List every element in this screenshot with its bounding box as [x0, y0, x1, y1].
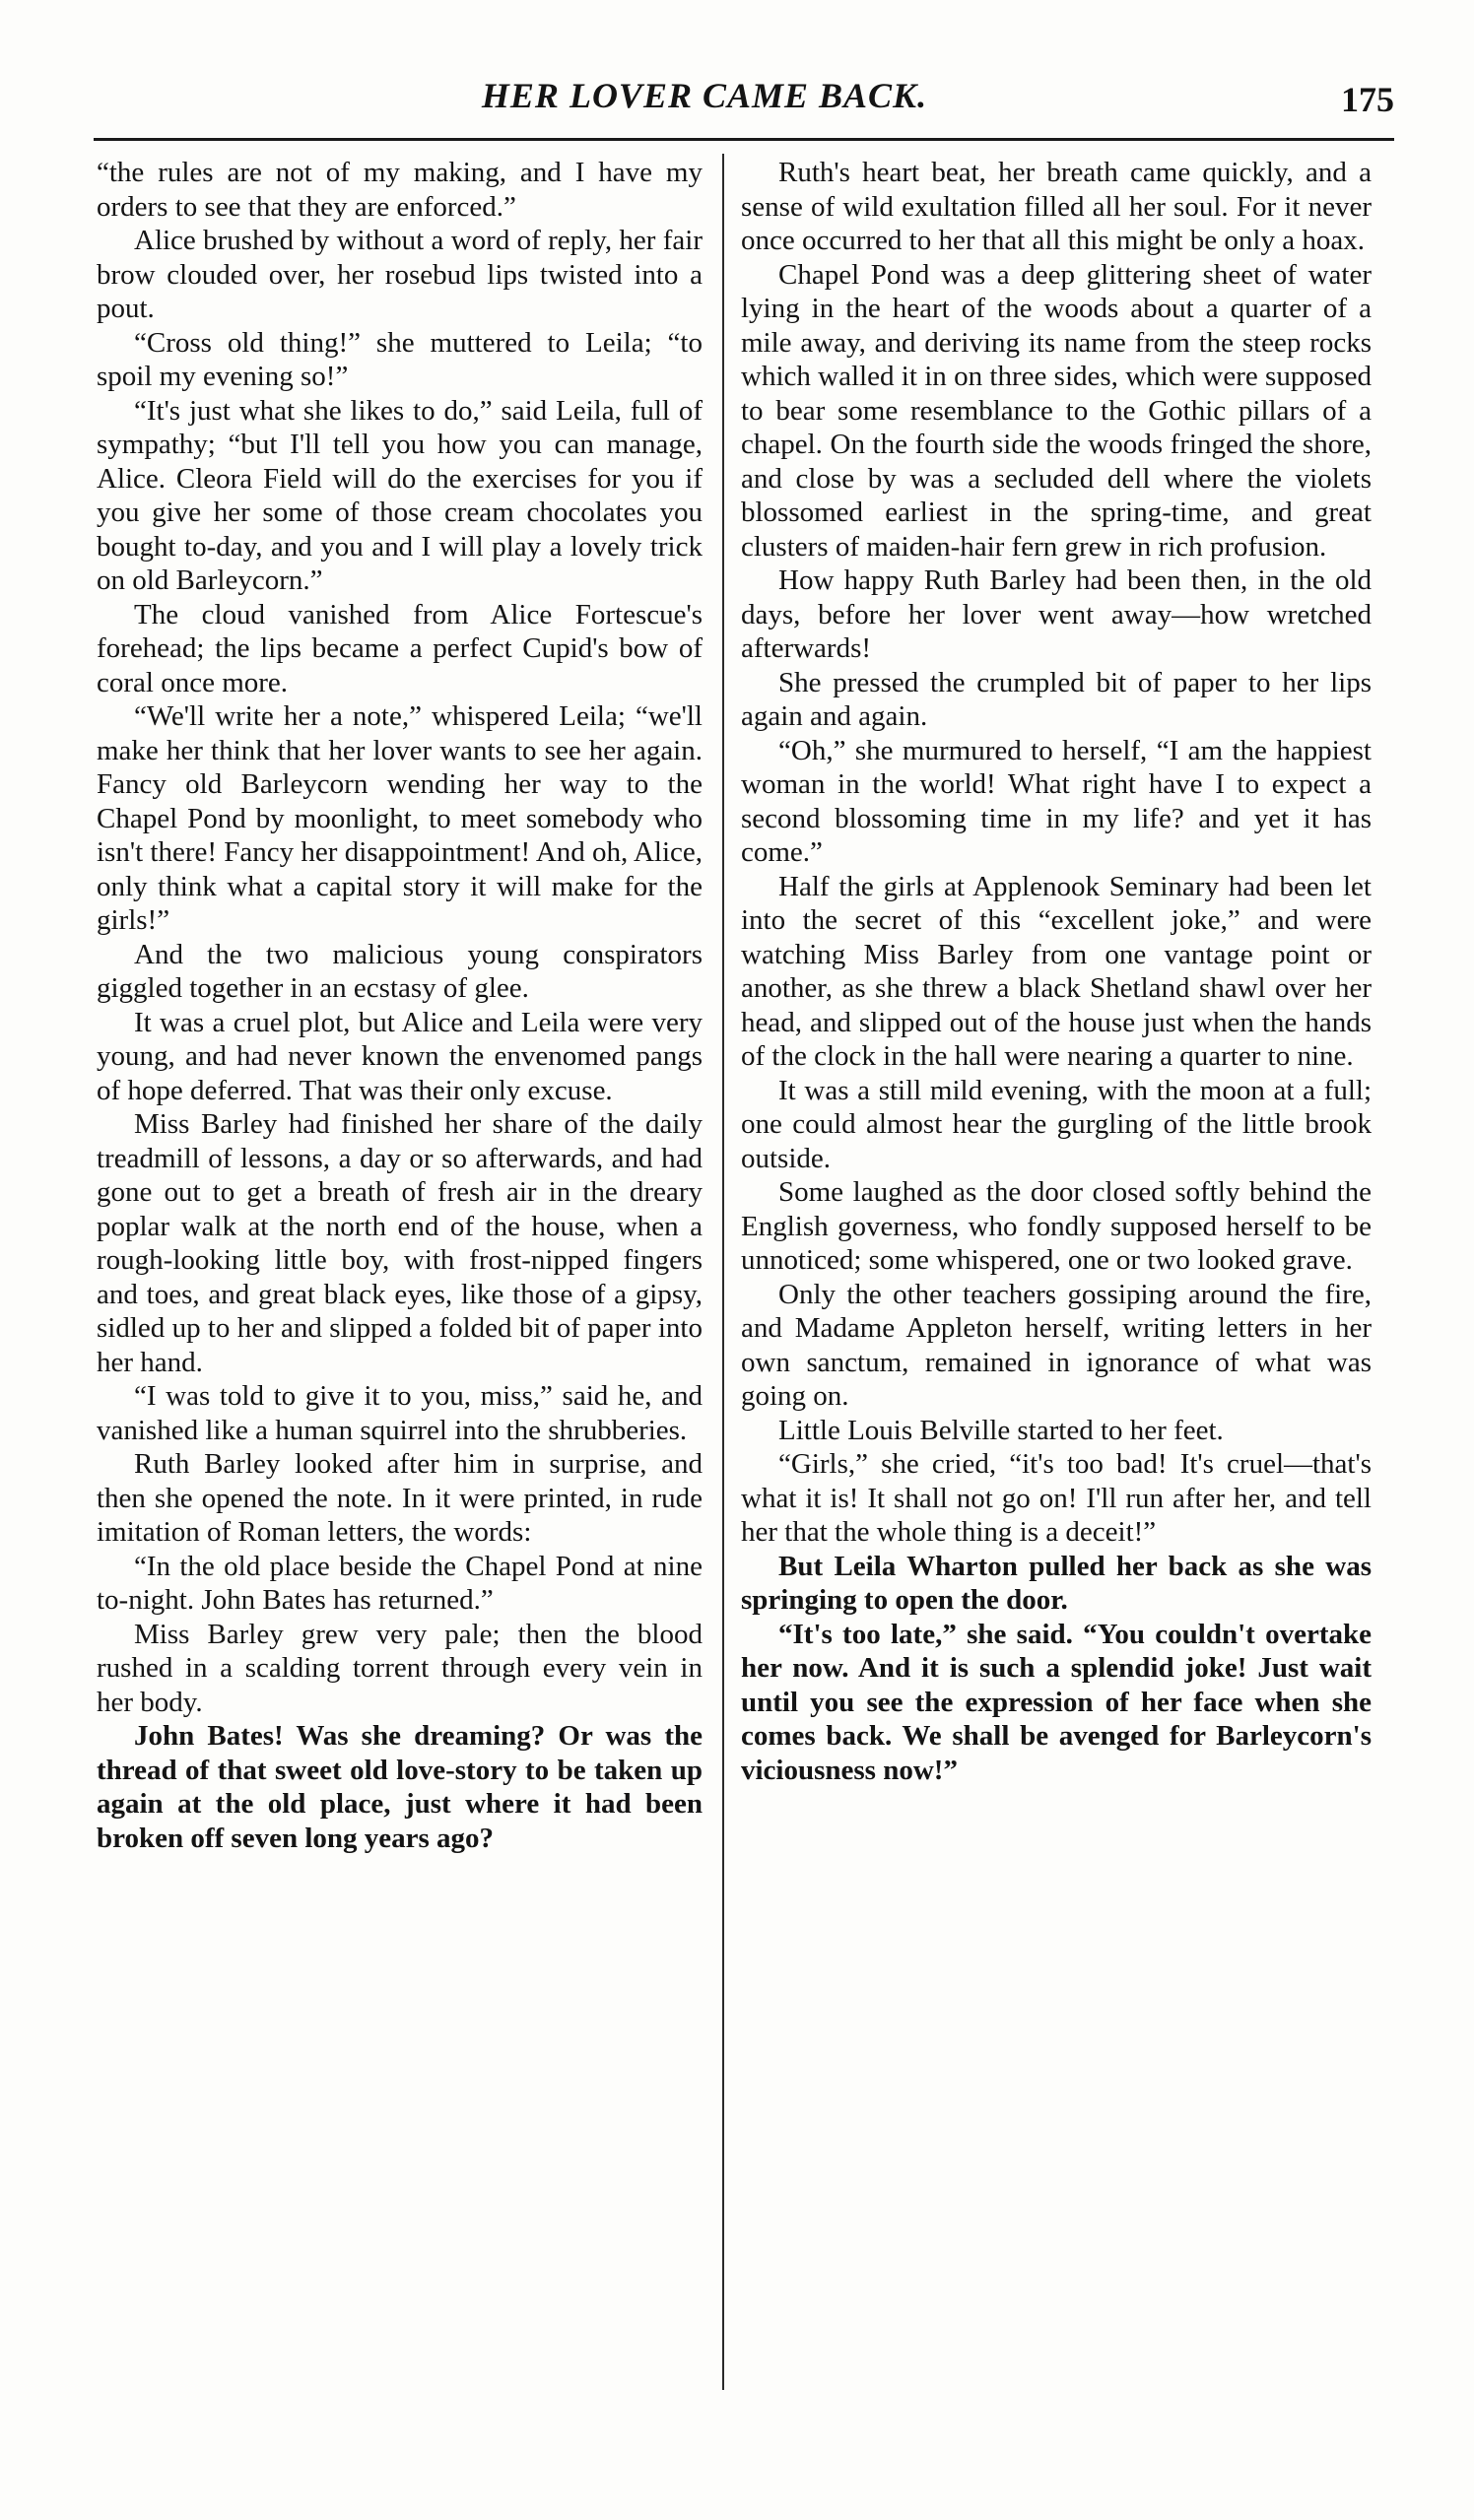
paragraph: The cloud vanished from Alice Fortescue's forehead; the lips became a perfect Cupid's bow of coral once more.: [97, 598, 703, 698]
header-rule: [94, 138, 1394, 141]
paragraph: Ruth Barley looked after him in surprise, and then she opened the note. In it were printed, in rude imitation of Roman letters, the words:: [97, 1448, 703, 1548]
paragraph: “Cross old thing!” she muttered to Leila; “to spoil my evening so!”: [97, 326, 703, 392]
paragraph: But Leila Wharton pulled her back as she was springing to open the door.: [741, 1550, 1372, 1616]
right-column: [741, 156, 1372, 1787]
paragraph: “It's just what she likes to do,” said Leila, full of sympathy; “but I'll tell you how you can manage, Alice. Cleora Field will do the exercises for you if you give her some of those cream chocolates you bought to-day, and you and I will play a lovely trick on old Barleycorn.”: [97, 394, 703, 596]
paragraph: Miss Barley grew very pale; then the blood rushed in a scalding torrent through every vein in her body.: [97, 1618, 703, 1718]
paragraph: Some laughed as the door closed softly behind the English governess, who fondly supposed herself to be unnoticed; some whispered, one or two looked grave.: [741, 1176, 1372, 1276]
paragraph: It was a still mild evening, with the moon at a full; one could almost hear the gurgling of the little brook outside.: [741, 1074, 1372, 1174]
running-title: HER LOVER CAME BACK.: [481, 76, 928, 115]
paragraph: Only the other teachers gossiping around the fire, and Madame Appleton herself, writing letters in her own sanctum, remained in ignorance of what was going on.: [741, 1278, 1372, 1412]
paragraph: How happy Ruth Barley had been then, in the old days, before her lover went away—how wretched afterwards!: [741, 564, 1372, 664]
paragraph: Little Louis Belville started to her feet.: [778, 1414, 1224, 1446]
paragraph: “Girls,” she cried, “it's too bad! It's cruel—that's what it is! It shall not go on! I'll run after her, and tell her that the whole thing is a deceit!”: [741, 1448, 1372, 1548]
page-number: 175: [1341, 80, 1394, 119]
paragraph: Half the girls at Applenook Seminary had been let into the secret of this “excellent joke,” and were watching Miss Barley from one vantage point or another, as she threw a black Shetland shawl over her head, and slipped out of the house just when the hands of the clock in the hall were nearing a quarter to nine.: [741, 870, 1372, 1072]
paragraph: “It's too late,” she said. “You couldn't overtake her now. And it is such a splendid joke! Just wait until you see the expression of her face when she comes back. We shall be avenged for Barleycorn's viciousness now!”: [741, 1618, 1372, 1786]
paragraph: It was a cruel plot, but Alice and Leila were very young, and had never known the envenomed pangs of hope deferred. That was their only excuse.: [97, 1006, 703, 1106]
paragraph: Alice brushed by without a word of reply, her fair brow clouded over, her rosebud lips twisted into a pout.: [97, 225, 703, 324]
paragraph: Miss Barley had finished her share of the daily treadmill of lessons, a day or so afterwards, and had gone out to get a breath of fresh air in the dreary poplar walk at the north end of the house, when a rough-looking little boy, with frost-nipped fingers and toes, and great black eyes, like those of a gipsy, sidled up to her and slipped a folded bit of paper into her hand.: [97, 1108, 703, 1378]
running-head: [94, 69, 1394, 138]
paragraph: Chapel Pond was a deep glittering sheet of water lying in the heart of the woods about a quarter of a mile away, and deriving its name from the steep rocks which walled it in on three sides, which were supposed to bear some resemblance to the Gothic pillars of a chapel. On the fourth side the woods fringed the shore, and close by was a secluded dell where the violets blossomed earliest in the spring-time, and great clusters of maiden-hair fern grew in rich profusion.: [741, 258, 1372, 563]
paragraph: “I was told to give it to you, miss,” said he, and vanished like a human squirrel into the shrubberies.: [97, 1380, 703, 1446]
paragraph: “We'll write her a note,” whispered Leila; “we'll make her think that her lover wants to see her again. Fancy old Barleycorn wending her way to the Chapel Pond by moonlight, to meet somebody who isn't there! Fancy her disappointment! And oh, Alice, only think what a capital story it will make for the girls!”: [97, 700, 703, 936]
left-column: [97, 156, 703, 1855]
paragraph: “the rules are not of my making, and I have my orders to see that they are enforced.”: [97, 157, 703, 223]
paragraph: And the two malicious young conspirators giggled together in an ecstasy of glee.: [97, 938, 703, 1004]
paragraph: Ruth's heart beat, her breath came quickly, and a sense of wild exultation filled all her soul. For it never once occurred to her that all this might be only a hoax.: [741, 157, 1372, 256]
paragraph: She pressed the crumpled bit of paper to her lips again and again.: [741, 666, 1372, 732]
column-divider: [722, 154, 724, 2390]
paragraph: “Oh,” she murmured to herself, “I am the happiest woman in the world! What right have I to expect a second blossoming time in my life? and yet it has come.”: [741, 734, 1372, 868]
paragraph: John Bates! Was she dreaming? Or was the thread of that sweet old love-story to be taken up again at the old place, just where it had been broken off seven long years ago?: [97, 1720, 703, 1854]
paragraph: “In the old place beside the Chapel Pond at nine to-night. John Bates has returned.”: [97, 1550, 703, 1616]
